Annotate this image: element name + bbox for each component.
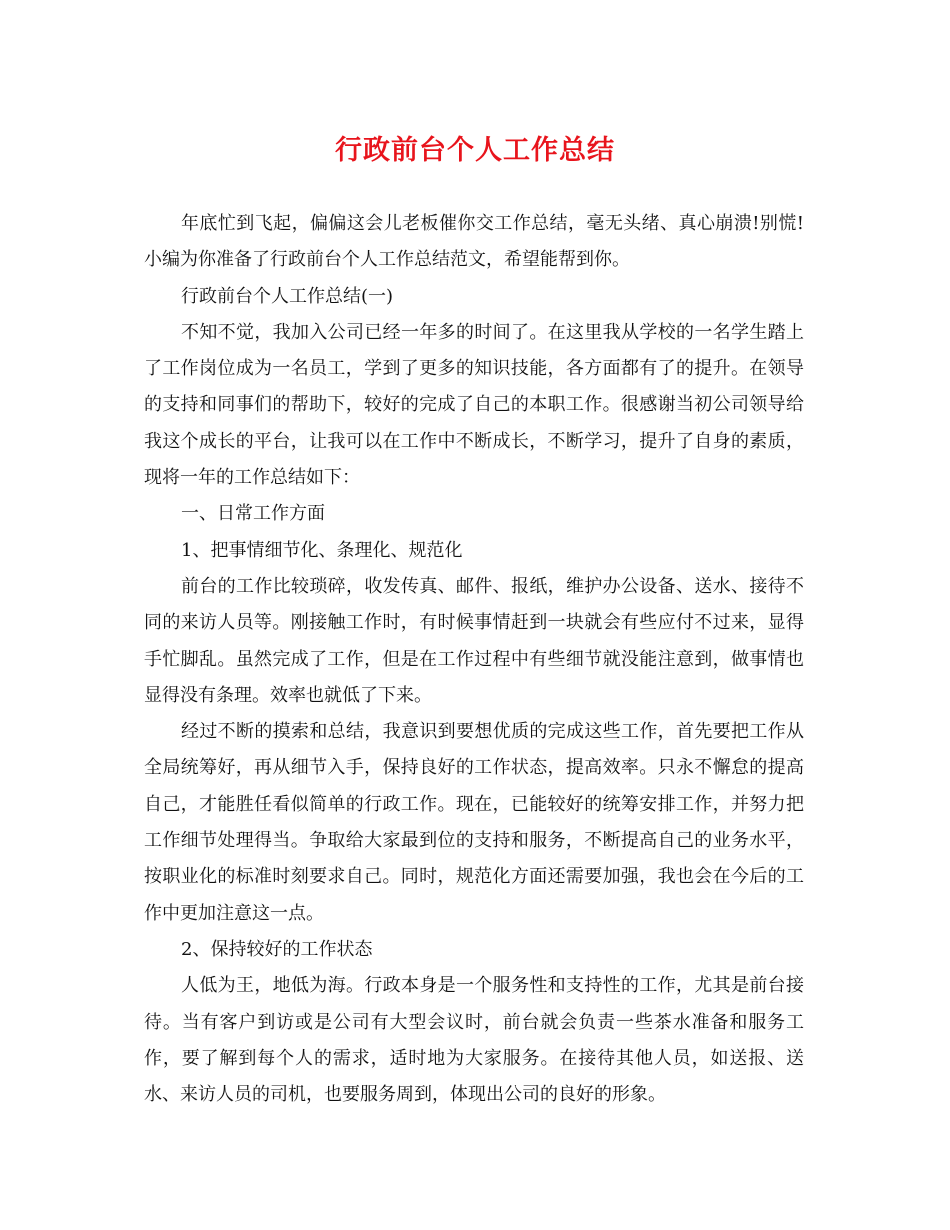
body-paragraph: 经过不断的摸索和总结，我意识到要想优质的完成这些工作，首先要把工作从全局统筹好，再从细节入手，保持良好的工作状态，提高效率。只永不懈怠的提高自己，才能胜任看似简单的行政工作。现在，已能较好的统筹安排工作，并努力把工作细节处理得当。争取给大家最到位的支持和服务，不断提高自己的业务水平，按职业化的标准时刻要求自己。同时，规范化方面还需要加强，我也会在今后的工作中更加注意这一点。 [144, 721, 804, 924]
item-heading: 2、保持较好的工作状态 [181, 938, 373, 960]
item-heading: 1、把事情细节化、条理化、规范化 [181, 539, 463, 561]
section-heading-one: 行政前台个人工作总结(一) [181, 285, 394, 307]
document-title: 行政前台个人工作总结 [335, 135, 615, 166]
body-paragraph: 不知不觉，我加入公司已经一年多的时间了。在这里我从学校的一名学生踏上了工作岗位成为一名员工，学到了更多的知识技能，各方面都有了的提升。在领导的支持和同事们的帮助下，较好的完成了自己的本职工作。很感谢当初公司领导给我这个成长的平台，让我可以在工作中不断成长，不断学习，提升了自身的素质，现将一年的工作总结如下： [144, 321, 804, 489]
body-paragraph: 前台的工作比较琐碎，收发传真、邮件、报纸，维护办公设备、送水、接待不同的来访人员等。刚接触工作时，有时候事情赶到一块就会有些应付不过来，显得手忙脚乱。虽然完成了工作，但是在工作过程中有些细节就没能注意到，做事情也显得没有条理。效率也就低了下来。 [144, 575, 804, 706]
body-paragraph: 人低为王，地低为海。行政本身是一个服务性和支持性的工作，尤其是前台接待。当有客户到访或是公司有大型会议时，前台就会负责一些茶水准备和服务工作，要了解到每个人的需求，适时地为大家服务。在接待其他人员，如送报、送水、来访人员的司机，也要服务周到，体现出公司的良好的形象。 [144, 975, 804, 1106]
subsection-heading: 一、日常工作方面 [181, 503, 325, 525]
intro-paragraph: 年底忙到飞起，偏偏这会儿老板催你交工作总结，毫无头绪、真心崩溃!别慌!小编为你准备了行政前台个人工作总结范文，希望能帮到你。 [144, 213, 804, 271]
document-body [144, 206, 804, 1113]
